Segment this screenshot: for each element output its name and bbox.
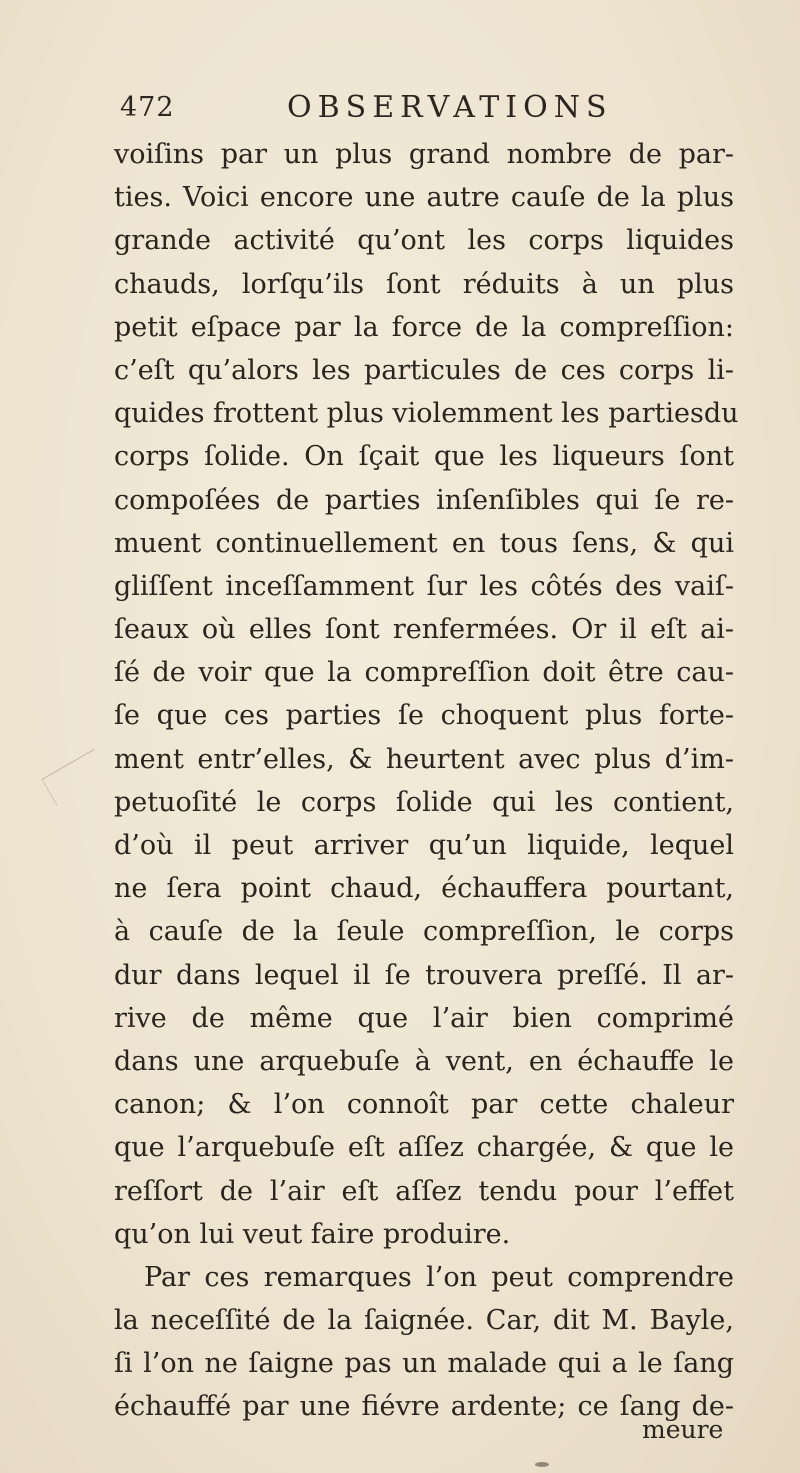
text-line: rive de même que l’air bien comprimé — [114, 1002, 734, 1034]
text-line: la neceſſité de la ſaignée. Car, dit M. Bayle, — [114, 1305, 734, 1337]
text-line: échauffé par une fiévre ardente; ce ſang de- — [114, 1391, 734, 1423]
paragraph-end-line: qu’on lui veut faire produire. — [114, 1218, 511, 1250]
body-text — [114, 133, 739, 1429]
text-line: ſeaux où elles ſont renfermées. Or il eſt ai- — [114, 614, 734, 646]
text-line: ment entr’elles, & heurtent avec plus d’im- — [114, 743, 734, 775]
text-line: dans une arquebuſe à vent, en échauffe le — [114, 1045, 734, 1077]
text-line: c’eſt qu’alors les particules de ces corps li- — [114, 354, 734, 386]
text-line: muent continuellement en tous ſens, & qui — [114, 527, 734, 559]
page-number: 472 — [120, 92, 175, 123]
paragraph-start-line: Par ces remarques l’on peut comprendre — [144, 1261, 734, 1293]
text-line: voiſins par un plus grand nombre de par- — [114, 139, 734, 170]
paper-crease — [41, 749, 109, 806]
text-line: ties. Voici encore une autre cauſe de la plus — [114, 182, 734, 214]
text-line: à cauſe de la ſeule compreſſion, le corps — [114, 916, 734, 948]
ink-speck — [535, 1462, 549, 1467]
text-line: gliſſent inceſſamment ſur les côtés des vaiſ- — [114, 570, 734, 602]
text-line: ſe que ces parties ſe choquent plus forte- — [114, 700, 734, 732]
text-line: d’où il peut arriver qu’un liquide, lequel — [114, 830, 734, 861]
text-line: quides frottent plus violemment les partiesdu — [114, 398, 739, 430]
text-line: reſſort de l’air eſt aſſez tendu pour l’effet — [114, 1175, 734, 1207]
text-line: compoſées de parties inſenſibles qui ſe re- — [114, 484, 734, 516]
text-line: corps ſolide. On ſçait que les liqueurs ſont — [114, 441, 734, 473]
text-line: ne ſera point chaud, échauffera pourtant, — [114, 873, 734, 905]
running-head: OBSERVATIONS — [287, 90, 613, 125]
text-line: dur dans lequel il ſe trouvera preſſé. Il ar- — [114, 959, 734, 991]
text-line: petit eſpace par la force de la compreſſion: — [114, 311, 734, 343]
catchword: meure — [642, 1415, 724, 1444]
text-line: canon; & l’on connoît par cette chaleur — [114, 1089, 734, 1121]
text-line: chauds, lorſqu’ils ſont réduits à un plus — [114, 268, 734, 300]
text-line: ſi l’on ne ſaigne pas un malade qui a le ſang — [114, 1348, 734, 1380]
text-line: que l’arquebuſe eſt aſſez chargée, & que le — [114, 1132, 734, 1164]
page-header — [120, 92, 730, 132]
text-line: ſé de voir que la compreſſion doit être cau- — [114, 657, 734, 689]
text-line: petuoſité le corps ſolide qui les contient, — [114, 786, 734, 818]
text-line: grande activité qu’ont les corps liquides — [114, 225, 734, 257]
